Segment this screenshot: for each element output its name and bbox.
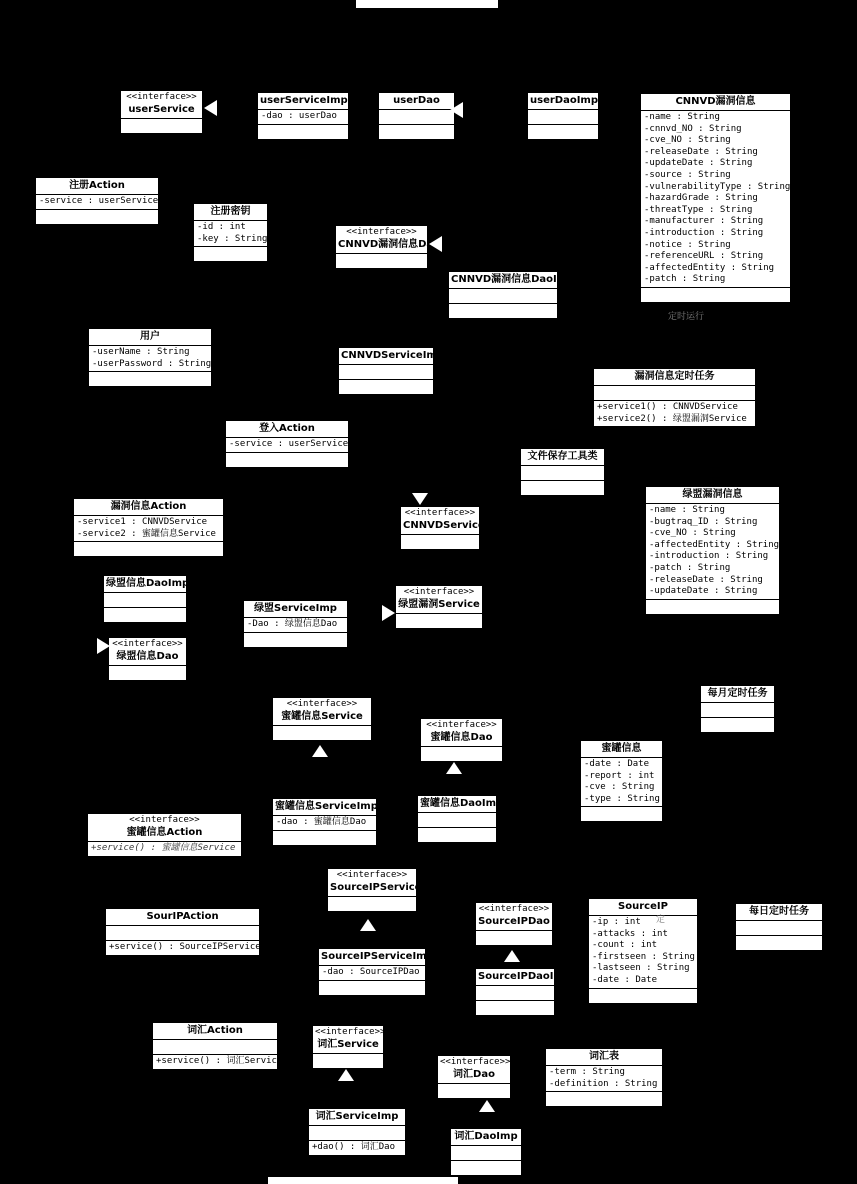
class-member: -cve : String xyxy=(584,782,655,793)
class-header-cnnvd-service xyxy=(401,507,485,534)
class-user-service[interactable] xyxy=(120,90,203,134)
realize-cihui-service-icon xyxy=(338,1069,354,1081)
class-monthly-timer-task-compartment-0 xyxy=(701,702,774,717)
class-header-cnnvd-vuln-info-dao xyxy=(336,226,441,253)
class-user-service-imp[interactable] xyxy=(257,92,349,140)
class-member: -dao : SourceIPDao xyxy=(322,967,420,977)
class-name: SourIPAction xyxy=(146,911,219,922)
class-member: +service2() : 绿盟漏洞Service xyxy=(597,413,747,424)
class-member: +service() : 蜜罐信息Service xyxy=(91,843,236,853)
class-lvmeng-vuln-info-compartment-1 xyxy=(646,599,779,614)
class-member: -name : String xyxy=(649,505,725,515)
class-member: -key : String xyxy=(197,233,268,244)
class-member: -hazardGrade : String xyxy=(644,193,758,204)
class-name: SourceIP xyxy=(618,901,668,912)
class-sour-ip-action-compartment-0 xyxy=(106,925,259,940)
class-member: -dao : userDao xyxy=(261,111,337,121)
class-register-key[interactable] xyxy=(193,203,268,262)
class-header-source-ip xyxy=(589,899,697,915)
interface-stereotype: <<interface>> xyxy=(112,639,183,649)
class-header-lvmeng-info-dao-imp xyxy=(104,576,190,592)
class-login-action-compartment-0 xyxy=(226,437,348,452)
class-header-source-ip-dao xyxy=(476,903,552,930)
class-member: -introduction : String xyxy=(649,551,769,562)
class-honeypot-info-dao-imp-compartment-1 xyxy=(418,827,496,842)
class-user-dao-imp-compartment-1 xyxy=(528,124,598,139)
class-name: 词汇DaoImp xyxy=(454,1131,518,1142)
class-cihui-action-compartment-1 xyxy=(153,1054,283,1069)
class-lvmeng-info-dao[interactable] xyxy=(108,637,187,681)
class-member: -id : int xyxy=(197,222,246,232)
class-sour-ip-action-compartment-1 xyxy=(106,940,259,955)
class-cnnvd-service[interactable] xyxy=(400,506,485,550)
class-header-source-ip-service xyxy=(328,869,422,896)
class-user-dao-compartment-1 xyxy=(379,124,454,139)
class-member: +dao() : 词汇Dao xyxy=(312,1142,396,1152)
class-header-cihui-service xyxy=(313,1026,386,1053)
class-member: -notice : String xyxy=(644,239,731,250)
class-member: -manufacturer : String xyxy=(644,216,764,227)
interface-stereotype: <<interface>> xyxy=(336,870,408,880)
class-member: -affectedEntity : String xyxy=(649,539,780,550)
class-cihui-dao-imp[interactable] xyxy=(450,1128,522,1176)
class-member: -patch : String xyxy=(644,274,726,285)
class-header-register-key xyxy=(194,204,267,220)
class-honeypot-info[interactable] xyxy=(580,740,663,822)
class-member: -dao : 蜜罐信息Dao xyxy=(276,817,367,827)
edge-label-clipped: 定 xyxy=(656,915,666,925)
class-name: 文件保存工具类 xyxy=(527,451,598,462)
class-name: 蜜罐信息Dao xyxy=(430,732,493,743)
class-header-cihui-action xyxy=(153,1023,277,1039)
class-header-monthly-timer-task xyxy=(701,686,774,702)
class-member: -cve_NO : String xyxy=(649,528,736,539)
class-name: 蜜罐信息Service xyxy=(281,711,363,722)
class-name: 绿盟漏洞信息 xyxy=(682,489,743,500)
class-member: -definition : String xyxy=(549,1078,658,1089)
class-monthly-timer-task-compartment-1 xyxy=(701,717,774,732)
class-cihui-service-imp-compartment-1 xyxy=(309,1140,405,1155)
class-name: SourceIPService xyxy=(330,882,422,893)
class-member: -date : Date xyxy=(584,759,650,769)
class-name: 注册Action xyxy=(69,180,125,191)
class-user-service-compartment-0 xyxy=(121,118,202,133)
interface-stereotype: <<interface>> xyxy=(426,720,497,730)
class-member: -cnnvd_NO : String xyxy=(644,123,742,134)
class-lvmeng-vuln-info[interactable] xyxy=(645,486,780,615)
class-cnnvd-vuln-info-compartment-1 xyxy=(641,287,790,302)
class-vuln-info-timer-task-compartment-1 xyxy=(594,400,755,426)
class-cihui-dao[interactable] xyxy=(437,1055,511,1099)
class-register-key-compartment-1 xyxy=(194,246,267,261)
class-source-ip-dao-imp-compartment-1 xyxy=(476,1000,554,1015)
class-cnnvd-service-imp-compartment-0 xyxy=(339,364,433,379)
class-header-honeypot-info-service-imp xyxy=(273,799,376,815)
class-name: userDaoImp xyxy=(530,95,599,106)
realize-honeypot-service-icon xyxy=(312,745,328,757)
class-name: 绿盟信息DaoImp xyxy=(106,578,190,589)
class-member: -userPassword : String xyxy=(92,358,212,369)
class-header-honeypot-info-dao-imp xyxy=(418,796,504,812)
class-header-honeypot-info-dao xyxy=(421,719,502,746)
class-header-source-ip-dao-imp xyxy=(476,969,572,985)
class-member: -affectedEntity : String xyxy=(644,262,775,273)
class-name: 蜜罐信息Action xyxy=(126,827,203,838)
class-member: +service() : SourceIPService xyxy=(109,942,261,952)
class-name: 漏洞信息Action xyxy=(110,501,187,512)
class-name: CNNVD漏洞信息Dao xyxy=(338,239,441,250)
class-name: 词汇Dao xyxy=(453,1069,495,1080)
class-header-cihui-table xyxy=(546,1049,662,1065)
class-member: -updateDate : String xyxy=(644,158,753,169)
interface-stereotype: <<interface>> xyxy=(478,904,550,914)
realize-lvmeng-vuln-service-icon xyxy=(382,605,395,621)
class-name: 注册密钥 xyxy=(210,206,251,217)
class-monthly-timer-task[interactable] xyxy=(700,685,775,733)
class-cnnvd-vuln-info-dao-compartment-0 xyxy=(336,253,427,268)
class-cihui-table[interactable] xyxy=(545,1048,663,1107)
class-name: 每日定时任务 xyxy=(749,906,809,917)
class-lvmeng-info-dao-imp[interactable] xyxy=(103,575,190,623)
class-member: +service() : 词汇Service xyxy=(156,1056,283,1066)
class-member: -service1 : CNNVDService xyxy=(77,517,208,527)
class-cihui-table-compartment-0 xyxy=(546,1065,662,1091)
interface-stereotype: <<interface>> xyxy=(315,1027,386,1037)
class-cnnvd-vuln-info[interactable] xyxy=(640,93,791,303)
class-user-service-imp-compartment-1 xyxy=(258,124,348,139)
clipped-box-bottom xyxy=(268,1177,458,1184)
class-source-ip-service-imp[interactable] xyxy=(318,948,434,996)
class-lvmeng-info-dao-imp-compartment-0 xyxy=(104,592,186,607)
class-member: -service2 : 蜜罐信息Service xyxy=(77,528,216,539)
class-member: -name : String xyxy=(644,112,720,122)
class-cnnvd-vuln-info-compartment-0 xyxy=(641,110,790,287)
class-header-lvmeng-vuln-service xyxy=(396,586,482,613)
class-member: -updateDate : String xyxy=(649,586,758,597)
class-honeypot-info-service-imp-compartment-0 xyxy=(273,815,376,830)
class-daily-timer-task[interactable] xyxy=(735,903,823,951)
class-lvmeng-info-dao-imp-compartment-1 xyxy=(104,607,186,622)
class-cihui-service[interactable] xyxy=(312,1025,384,1069)
class-sour-ip-action[interactable] xyxy=(105,908,260,956)
class-source-ip[interactable] xyxy=(588,898,698,1004)
class-name: 词汇ServiceImp xyxy=(315,1111,399,1122)
class-name: userService xyxy=(128,104,195,115)
class-name: 词汇Action xyxy=(187,1025,243,1036)
class-cihui-table-compartment-1 xyxy=(546,1091,662,1106)
class-name: CNNVDService xyxy=(403,520,485,531)
class-name: 登入Action xyxy=(259,423,315,434)
interface-stereotype: <<interface>> xyxy=(346,227,417,237)
class-source-ip-compartment-0 xyxy=(589,915,697,988)
clipped-box-top xyxy=(356,0,498,8)
class-source-ip-compartment-1 xyxy=(589,988,697,1003)
class-cnnvd-vuln-info-dao-imp-compartment-0 xyxy=(449,288,557,303)
class-cnnvd-service-imp[interactable] xyxy=(338,347,444,395)
realize-lvmeng-info-dao-icon xyxy=(97,638,110,654)
class-user-dao-imp-compartment-0 xyxy=(528,109,598,124)
interface-stereotype: <<interface>> xyxy=(404,508,476,518)
class-honeypot-info-action-compartment-0 xyxy=(88,841,241,856)
class-register-action[interactable] xyxy=(35,177,159,225)
class-header-user-dao xyxy=(379,93,454,109)
class-header-daily-timer-task xyxy=(736,904,822,920)
class-member: -type : String xyxy=(584,793,660,804)
class-user-dao-compartment-0 xyxy=(379,109,454,124)
class-header-cihui-dao-imp xyxy=(451,1129,521,1145)
class-header-user-dao-imp xyxy=(528,93,598,109)
class-cnnvd-service-compartment-0 xyxy=(401,534,479,549)
class-cihui-service-imp-compartment-0 xyxy=(309,1125,405,1140)
class-honeypot-info-service[interactable] xyxy=(272,697,372,741)
class-honeypot-info-service-compartment-0 xyxy=(273,725,371,740)
class-login-action-compartment-1 xyxy=(226,452,348,467)
realize-user-service-icon xyxy=(204,100,217,116)
class-source-ip-service-compartment-0 xyxy=(328,896,416,911)
class-source-ip-service-imp-compartment-0 xyxy=(319,965,425,980)
class-vuln-info-action[interactable] xyxy=(73,498,224,557)
class-name: SourceIPDaoImp xyxy=(478,971,572,982)
class-member: -userName : String xyxy=(92,347,190,357)
class-name: 漏洞信息定时任务 xyxy=(634,371,715,382)
class-name: CNNVDServiceImp xyxy=(341,350,444,361)
class-name: 词汇表 xyxy=(589,1051,619,1062)
class-cihui-dao-imp-compartment-0 xyxy=(451,1145,521,1160)
class-header-lvmeng-service-imp xyxy=(244,601,347,617)
class-member: -source : String xyxy=(644,169,731,180)
class-header-cnnvd-vuln-info xyxy=(641,94,790,110)
class-name: 词汇Service xyxy=(317,1039,379,1050)
class-file-save-util-compartment-1 xyxy=(521,480,604,495)
class-member: -firstseen : String xyxy=(592,951,695,962)
class-cihui-dao-imp-compartment-1 xyxy=(451,1160,521,1175)
class-cnnvd-vuln-info-dao-imp[interactable] xyxy=(448,271,575,319)
class-lvmeng-service-imp-compartment-1 xyxy=(244,632,347,647)
class-vuln-info-timer-task-compartment-0 xyxy=(594,385,755,400)
class-cnnvd-service-imp-compartment-1 xyxy=(339,379,433,394)
class-source-ip-dao[interactable] xyxy=(475,902,553,946)
class-name: 绿盟漏洞Service xyxy=(398,599,480,610)
class-register-key-compartment-0 xyxy=(194,220,267,246)
class-name: CNNVD漏洞信息DaoImp xyxy=(451,274,575,285)
class-header-cihui-service-imp xyxy=(309,1109,405,1125)
class-name: 蜜罐信息DaoImp xyxy=(420,798,504,809)
class-honeypot-info-dao[interactable] xyxy=(420,718,503,762)
class-source-ip-service-imp-compartment-1 xyxy=(319,980,425,995)
class-header-honeypot-info xyxy=(581,741,662,757)
class-member: -lastseen : String xyxy=(592,963,690,974)
class-header-vuln-info-action xyxy=(74,499,223,515)
class-member: -term : String xyxy=(549,1067,625,1077)
realize-cnnvd-service-icon xyxy=(412,493,428,505)
class-header-cihui-dao xyxy=(438,1056,510,1083)
class-cnnvd-vuln-info-dao-imp-compartment-1 xyxy=(449,303,557,318)
realize-user-dao-icon xyxy=(450,102,463,118)
class-member: -releaseDate : String xyxy=(644,146,758,157)
class-source-ip-dao-imp[interactable] xyxy=(475,968,572,1016)
realize-honeypot-dao-icon xyxy=(446,762,462,774)
class-member: -bugtraq_ID : String xyxy=(649,516,758,527)
class-honeypot-info-dao-imp-compartment-0 xyxy=(418,812,496,827)
class-cnnvd-vuln-info-dao[interactable] xyxy=(335,225,441,269)
class-header-user-service xyxy=(121,91,202,118)
class-name: 每月定时任务 xyxy=(707,688,768,699)
class-member: -cve_NO : String xyxy=(644,135,731,146)
interface-stereotype: <<interface>> xyxy=(286,699,358,709)
class-user[interactable] xyxy=(88,328,212,387)
class-honeypot-info-dao-compartment-0 xyxy=(421,746,502,761)
class-name: SourceIPDao xyxy=(478,916,550,927)
class-header-cnnvd-vuln-info-dao-imp xyxy=(449,272,575,288)
class-member: +service1() : CNNVDService xyxy=(597,402,738,412)
class-user-dao-imp[interactable] xyxy=(527,92,599,140)
class-lvmeng-service-imp[interactable] xyxy=(243,600,348,648)
class-header-sour-ip-action xyxy=(106,909,259,925)
class-source-ip-dao-imp-compartment-0 xyxy=(476,985,554,1000)
class-cihui-service-imp[interactable] xyxy=(308,1108,406,1156)
class-name: 绿盟ServiceImp xyxy=(254,603,337,614)
class-member: -patch : String xyxy=(649,562,731,573)
class-member: -referenceURL : String xyxy=(644,251,764,262)
class-header-lvmeng-vuln-info xyxy=(646,487,779,503)
interface-stereotype: <<interface>> xyxy=(129,815,200,825)
class-header-vuln-info-timer-task xyxy=(594,369,755,385)
class-member: -service : userService xyxy=(39,196,159,206)
interface-stereotype: <<interface>> xyxy=(126,92,197,102)
interface-stereotype: <<interface>> xyxy=(403,587,475,597)
class-member: -date : Date xyxy=(592,974,658,985)
class-name: CNNVD漏洞信息 xyxy=(675,96,756,107)
realize-cihui-dao-icon xyxy=(479,1100,495,1112)
class-header-honeypot-info-action xyxy=(88,814,241,841)
realize-cnnvd-dao-icon xyxy=(429,236,442,252)
class-lvmeng-vuln-service[interactable] xyxy=(395,585,483,629)
class-honeypot-info-action[interactable] xyxy=(87,813,242,857)
class-name: userServiceImp xyxy=(260,95,348,106)
class-member: -threatType : String xyxy=(644,204,753,215)
class-header-cnnvd-service-imp xyxy=(339,348,444,364)
class-source-ip-dao-compartment-0 xyxy=(476,930,552,945)
class-register-action-compartment-1 xyxy=(36,209,158,224)
class-name: 蜜罐信息ServiceImp xyxy=(275,801,378,812)
class-header-login-action xyxy=(226,421,348,437)
class-cihui-action-compartment-0 xyxy=(153,1039,277,1054)
class-vuln-info-timer-task[interactable] xyxy=(593,368,756,427)
class-user-compartment-1 xyxy=(89,371,211,386)
realize-source-ip-dao-icon xyxy=(504,950,520,962)
class-header-user-service-imp xyxy=(258,93,348,109)
class-vuln-info-action-compartment-1 xyxy=(74,541,223,556)
class-lvmeng-vuln-service-compartment-0 xyxy=(396,613,482,628)
class-honeypot-info-service-imp-compartment-1 xyxy=(273,830,376,845)
class-honeypot-info-compartment-1 xyxy=(581,806,662,821)
class-header-lvmeng-info-dao xyxy=(109,638,186,665)
class-lvmeng-service-imp-compartment-0 xyxy=(244,617,347,632)
class-name: 用户 xyxy=(140,331,160,342)
class-login-action[interactable] xyxy=(225,420,349,468)
class-user-service-imp-compartment-0 xyxy=(258,109,348,124)
class-cihui-action[interactable] xyxy=(152,1022,283,1070)
class-honeypot-info-dao-imp[interactable] xyxy=(417,795,504,843)
class-file-save-util[interactable] xyxy=(520,448,605,496)
realize-source-ip-service-icon xyxy=(360,919,376,931)
class-file-save-util-compartment-0 xyxy=(521,465,604,480)
class-header-file-save-util xyxy=(521,449,604,465)
class-name: SourceIPServiceImp xyxy=(321,951,434,962)
class-header-register-action xyxy=(36,178,158,194)
interface-stereotype: <<interface>> xyxy=(440,1057,511,1067)
class-header-honeypot-info-service xyxy=(273,698,371,725)
class-member: -releaseDate : String xyxy=(649,574,763,585)
class-user-compartment-0 xyxy=(89,345,211,371)
edge-label-timed-run: 定时运行 xyxy=(668,312,705,322)
class-member: -vulnerabilityType : String xyxy=(644,181,791,192)
class-lvmeng-info-dao-compartment-0 xyxy=(109,665,186,680)
class-member: -report : int xyxy=(584,770,655,781)
class-member: -Dao : 绿盟信息Dao xyxy=(247,619,338,629)
class-daily-timer-task-compartment-0 xyxy=(736,920,822,935)
class-cihui-service-compartment-0 xyxy=(313,1053,383,1068)
class-member: -service : userService xyxy=(229,439,349,449)
class-source-ip-service[interactable] xyxy=(327,868,422,912)
class-member: -ip : int xyxy=(592,917,641,927)
class-name: 绿盟信息Dao xyxy=(116,651,179,662)
class-header-user xyxy=(89,329,211,345)
class-member: -introduction : String xyxy=(644,227,764,238)
class-header-source-ip-service-imp xyxy=(319,949,434,965)
class-user-dao[interactable] xyxy=(378,92,455,140)
class-register-action-compartment-0 xyxy=(36,194,158,209)
class-member: -attacks : int xyxy=(592,928,668,939)
class-name: userDao xyxy=(393,95,440,106)
class-cihui-dao-compartment-0 xyxy=(438,1083,510,1098)
class-honeypot-info-service-imp[interactable] xyxy=(272,798,377,846)
class-member: -count : int xyxy=(592,940,658,951)
class-name: 蜜罐信息 xyxy=(601,743,642,754)
class-lvmeng-vuln-info-compartment-0 xyxy=(646,503,779,599)
class-honeypot-info-compartment-0 xyxy=(581,757,662,806)
class-daily-timer-task-compartment-1 xyxy=(736,935,822,950)
class-vuln-info-action-compartment-0 xyxy=(74,515,223,541)
